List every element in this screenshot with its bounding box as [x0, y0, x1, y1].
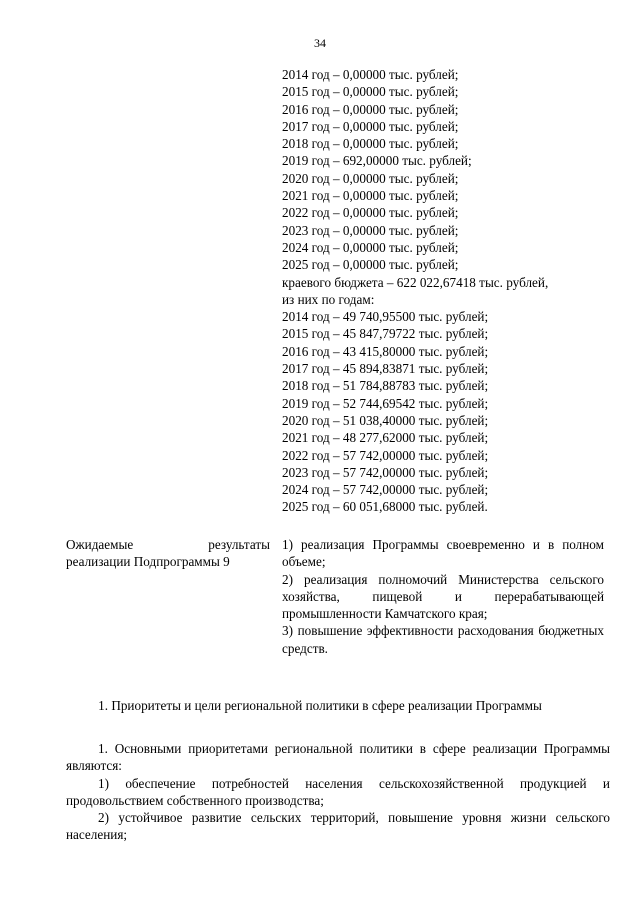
expected-results-label: [66, 536, 270, 571]
paragraph: 2) устойчивое развитие сельских территорий, повышение уровня жизни сельского населения;: [66, 810, 610, 843]
funding-line: 2020 год – 0,00000 тыс. рублей;: [282, 170, 459, 186]
result-item: 1) реализация Программы своевременно и в полном объеме;: [282, 537, 604, 570]
label-word: Ожидаемые: [66, 537, 134, 552]
paragraph: 1. Основными приоритетами региональной политики в сфере реализации Программы являются:: [66, 741, 610, 774]
label-word: результаты: [208, 537, 270, 552]
funding-line: 2025 год – 60 051,68000 тыс. рублей.: [282, 499, 488, 515]
expected-results-label-line1: [66, 536, 270, 553]
funding-line: 2024 год – 0,00000 тыс. рублей;: [282, 239, 459, 255]
funding-line: 2023 год – 0,00000 тыс. рублей;: [282, 222, 459, 238]
funding-line: 2022 год – 0,00000 тыс. рублей;: [282, 205, 459, 221]
funding-line: 2023 год – 57 742,00000 тыс. рублей;: [282, 464, 489, 480]
funding-line: 2017 год – 0,00000 тыс. рублей;: [282, 118, 459, 134]
section-heading: 1. Приоритеты и цели региональной политики в сфере реализации Программы: [98, 698, 542, 713]
paragraph: 1) обеспечение потребностей населения сельскохозяйственной продукцией и продовольствием собственного производства;: [66, 775, 610, 808]
funding-line: 2021 год – 48 277,62000 тыс. рублей;: [282, 430, 489, 446]
funding-line: 2017 год – 45 894,83871 тыс. рублей;: [282, 361, 489, 377]
funding-list: [282, 66, 612, 516]
funding-line: 2022 год – 57 742,00000 тыс. рублей;: [282, 447, 489, 463]
funding-line: из них по годам:: [282, 291, 375, 307]
funding-line: 2024 год – 57 742,00000 тыс. рублей;: [282, 482, 489, 498]
funding-line: 2018 год – 51 784,88783 тыс. рублей;: [282, 378, 489, 394]
funding-line: 2016 год – 43 415,80000 тыс. рублей;: [282, 343, 489, 359]
funding-line: 2019 год – 52 744,69542 тыс. рублей;: [282, 395, 489, 411]
funding-line: 2016 год – 0,00000 тыс. рублей;: [282, 101, 459, 117]
funding-line: 2025 год – 0,00000 тыс. рублей;: [282, 257, 459, 273]
funding-line: 2015 год – 0,00000 тыс. рублей;: [282, 84, 459, 100]
expected-results-label-line2: реализации Подпрограммы 9: [66, 554, 230, 570]
page-number: 34: [314, 36, 326, 50]
body-text: [66, 740, 610, 844]
funding-line: 2015 год – 45 847,79722 тыс. рублей;: [282, 326, 489, 342]
funding-line: 2021 год – 0,00000 тыс. рублей;: [282, 188, 459, 204]
funding-line: 2020 год – 51 038,40000 тыс. рублей;: [282, 412, 489, 428]
funding-line: 2014 год – 0,00000 тыс. рублей;: [282, 67, 459, 82]
result-item: 3) повышение эффективности расходования бюджетных средств.: [282, 623, 604, 656]
result-item: 2) реализация полномочий Министерства сельского хозяйства, пищевой и перерабатывающей промышленности Камчатского края;: [282, 571, 604, 622]
funding-line: 2014 год – 49 740,95500 тыс. рублей;: [282, 309, 489, 325]
expected-results-content: [282, 536, 604, 657]
funding-line: краевого бюджета – 622 022,67418 тыс. рублей,: [282, 274, 549, 290]
funding-line: 2018 год – 0,00000 тыс. рублей;: [282, 136, 459, 152]
funding-line: 2019 год – 692,00000 тыс. рублей;: [282, 153, 472, 169]
